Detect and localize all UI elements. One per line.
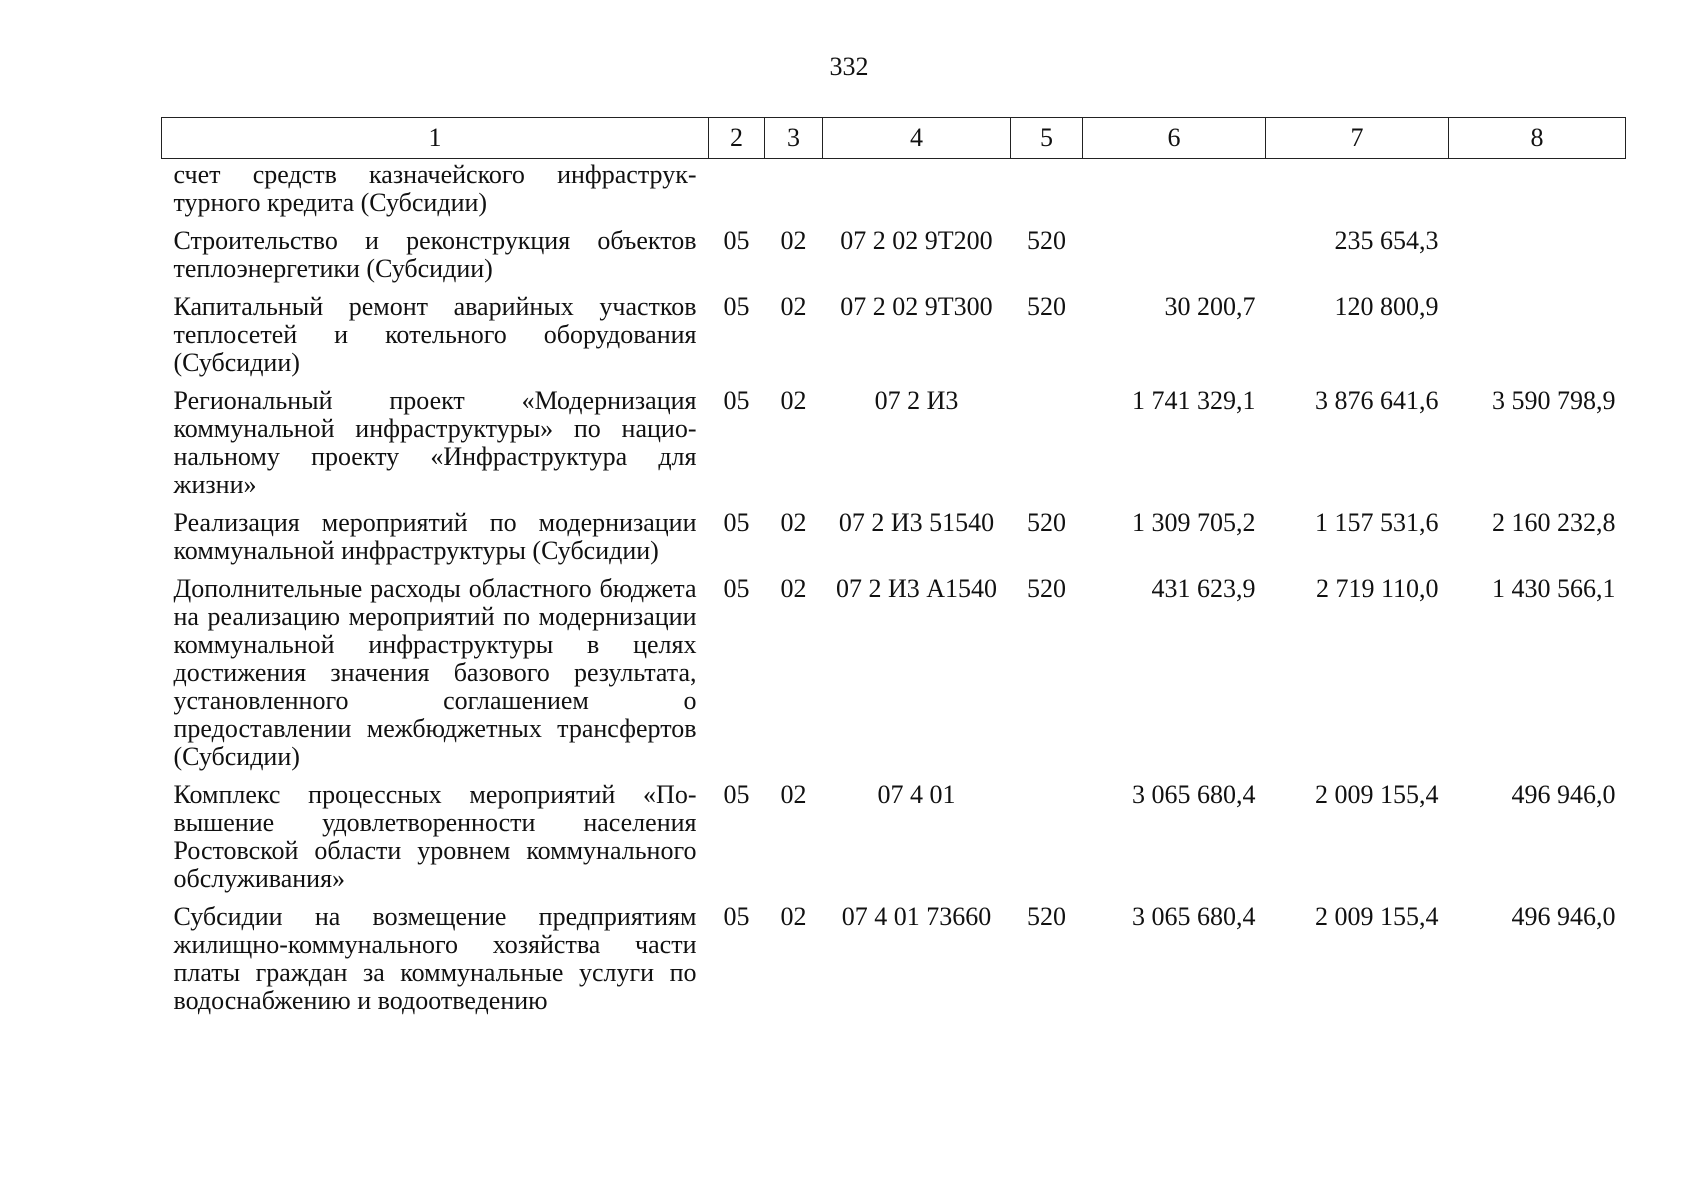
budget-table — [161, 117, 1626, 1015]
row-target-article: 07 2 И3 А1540 — [835, 574, 998, 603]
table-row — [162, 283, 1626, 377]
row-subsection: 02 — [780, 292, 807, 321]
row-expense-type — [1011, 377, 1083, 499]
row-amount-8 — [1449, 217, 1626, 283]
row-amount-6: 431 623,9 — [1151, 574, 1256, 603]
row-section: 05 — [723, 386, 750, 415]
row-amount-7: 2 009 155,4 — [1315, 780, 1439, 809]
header-row — [162, 118, 1626, 159]
row-subsection: 02 — [780, 508, 807, 537]
row-section: 05 — [723, 780, 750, 809]
row-target-article: 07 2 И3 — [874, 386, 959, 415]
row-name: Региональный проект «Модернизация коммунальной инфраструктуры» по национальному проекту «Инфраструктура для жизни» — [173, 386, 697, 499]
row-section: 05 — [723, 226, 750, 255]
row-expense-type: 520 — [1027, 902, 1066, 931]
row-subsection: 02 — [780, 780, 807, 809]
row-section: 05 — [723, 292, 750, 321]
column-header-4: 4 — [823, 118, 1011, 159]
row-amount-7 — [1266, 159, 1449, 218]
row-expense-type: 520 — [1027, 508, 1066, 537]
row-name: Капитальный ремонт аварийных участков теплосетей и котельного оборудования (Субсидии) — [173, 292, 697, 377]
table-body — [162, 159, 1626, 1016]
row-amount-7: 2 009 155,4 — [1315, 902, 1439, 931]
column-header-5: 5 — [1011, 118, 1083, 159]
column-header-6: 6 — [1083, 118, 1266, 159]
row-amount-8: 496 946,0 — [1511, 780, 1616, 809]
row-amount-7: 2 719 110,0 — [1315, 574, 1439, 603]
row-expense-type — [1011, 159, 1083, 218]
row-expense-type: 520 — [1027, 574, 1066, 603]
row-section: 05 — [723, 574, 750, 603]
row-name: Реализация мероприятий по модернизации коммунальной инфраструктуры (Субсидии) — [173, 508, 697, 565]
row-section — [709, 159, 765, 218]
column-header-8: 8 — [1449, 118, 1626, 159]
row-name: Субсидии на возмещение предприятиям жилищно-коммунального хозяйства части платы граждан за коммунальные услуги по водоснабжению и водоотведению — [173, 902, 697, 1015]
row-target-article — [823, 159, 1011, 218]
row-amount-7: 3 876 641,6 — [1315, 386, 1439, 415]
row-amount-6 — [1083, 217, 1266, 283]
row-amount-8: 1 430 566,1 — [1492, 574, 1616, 603]
row-name: Комплекс процессных мероприятий «Повышение удовлетворенности населения Ростовской области уровнем коммунального обслуживания» — [173, 780, 697, 893]
row-name: счет средств казначейского инфраструктурного кредита (Субсидии) — [173, 160, 697, 217]
row-section: 05 — [723, 902, 750, 931]
row-name: Дополнительные расходы областного бюджета на реализацию мероприятий по модернизации коммунальной инфраструктуры в целях достижения значения базового результата, установленного соглашением о предоставлении межбюджетных трансфертов (Субсидии) — [173, 574, 697, 771]
row-target-article: 07 4 01 73660 — [841, 902, 992, 931]
row-amount-8 — [1449, 283, 1626, 377]
column-header-7: 7 — [1266, 118, 1449, 159]
row-amount-6 — [1083, 159, 1266, 218]
row-expense-type — [1011, 771, 1083, 893]
row-expense-type: 520 — [1027, 292, 1066, 321]
row-name: Строительство и реконструкция объектов теплоэнергетики (Субсидии) — [173, 226, 697, 283]
row-amount-8: 2 160 232,8 — [1492, 508, 1616, 537]
page-number: 332 — [829, 52, 869, 81]
row-amount-6: 30 200,7 — [1164, 292, 1256, 321]
row-amount-6: 3 065 680,4 — [1132, 780, 1256, 809]
table-row — [162, 217, 1626, 283]
row-amount-6: 1 741 329,1 — [1132, 386, 1256, 415]
row-amount-7: 120 800,9 — [1334, 292, 1439, 321]
row-target-article: 07 4 01 — [877, 780, 956, 809]
row-target-article: 07 2 02 9Т300 — [840, 292, 993, 321]
table-row — [162, 377, 1626, 499]
row-subsection — [765, 159, 823, 218]
row-subsection: 02 — [780, 386, 807, 415]
table-row — [162, 893, 1626, 1015]
table-row — [162, 499, 1626, 565]
row-expense-type: 520 — [1027, 226, 1066, 255]
row-amount-7: 1 157 531,6 — [1315, 508, 1439, 537]
row-amount-7: 235 654,3 — [1334, 226, 1439, 255]
table-row — [162, 771, 1626, 893]
row-target-article: 07 2 02 9Т200 — [840, 226, 993, 255]
row-amount-6: 1 309 705,2 — [1132, 508, 1256, 537]
row-target-article: 07 2 И3 51540 — [838, 508, 995, 537]
table-header — [162, 118, 1626, 159]
table-row — [162, 159, 1626, 218]
row-section: 05 — [723, 508, 750, 537]
row-subsection: 02 — [780, 226, 807, 255]
table-row — [162, 565, 1626, 771]
column-header-3: 3 — [765, 118, 823, 159]
row-amount-8: 3 590 798,9 — [1492, 386, 1616, 415]
column-header-1: 1 — [162, 118, 709, 159]
row-subsection: 02 — [780, 574, 807, 603]
row-amount-8: 496 946,0 — [1511, 902, 1616, 931]
column-header-2: 2 — [709, 118, 765, 159]
row-amount-8 — [1449, 159, 1626, 218]
row-subsection: 02 — [780, 902, 807, 931]
row-amount-6: 3 065 680,4 — [1132, 902, 1256, 931]
